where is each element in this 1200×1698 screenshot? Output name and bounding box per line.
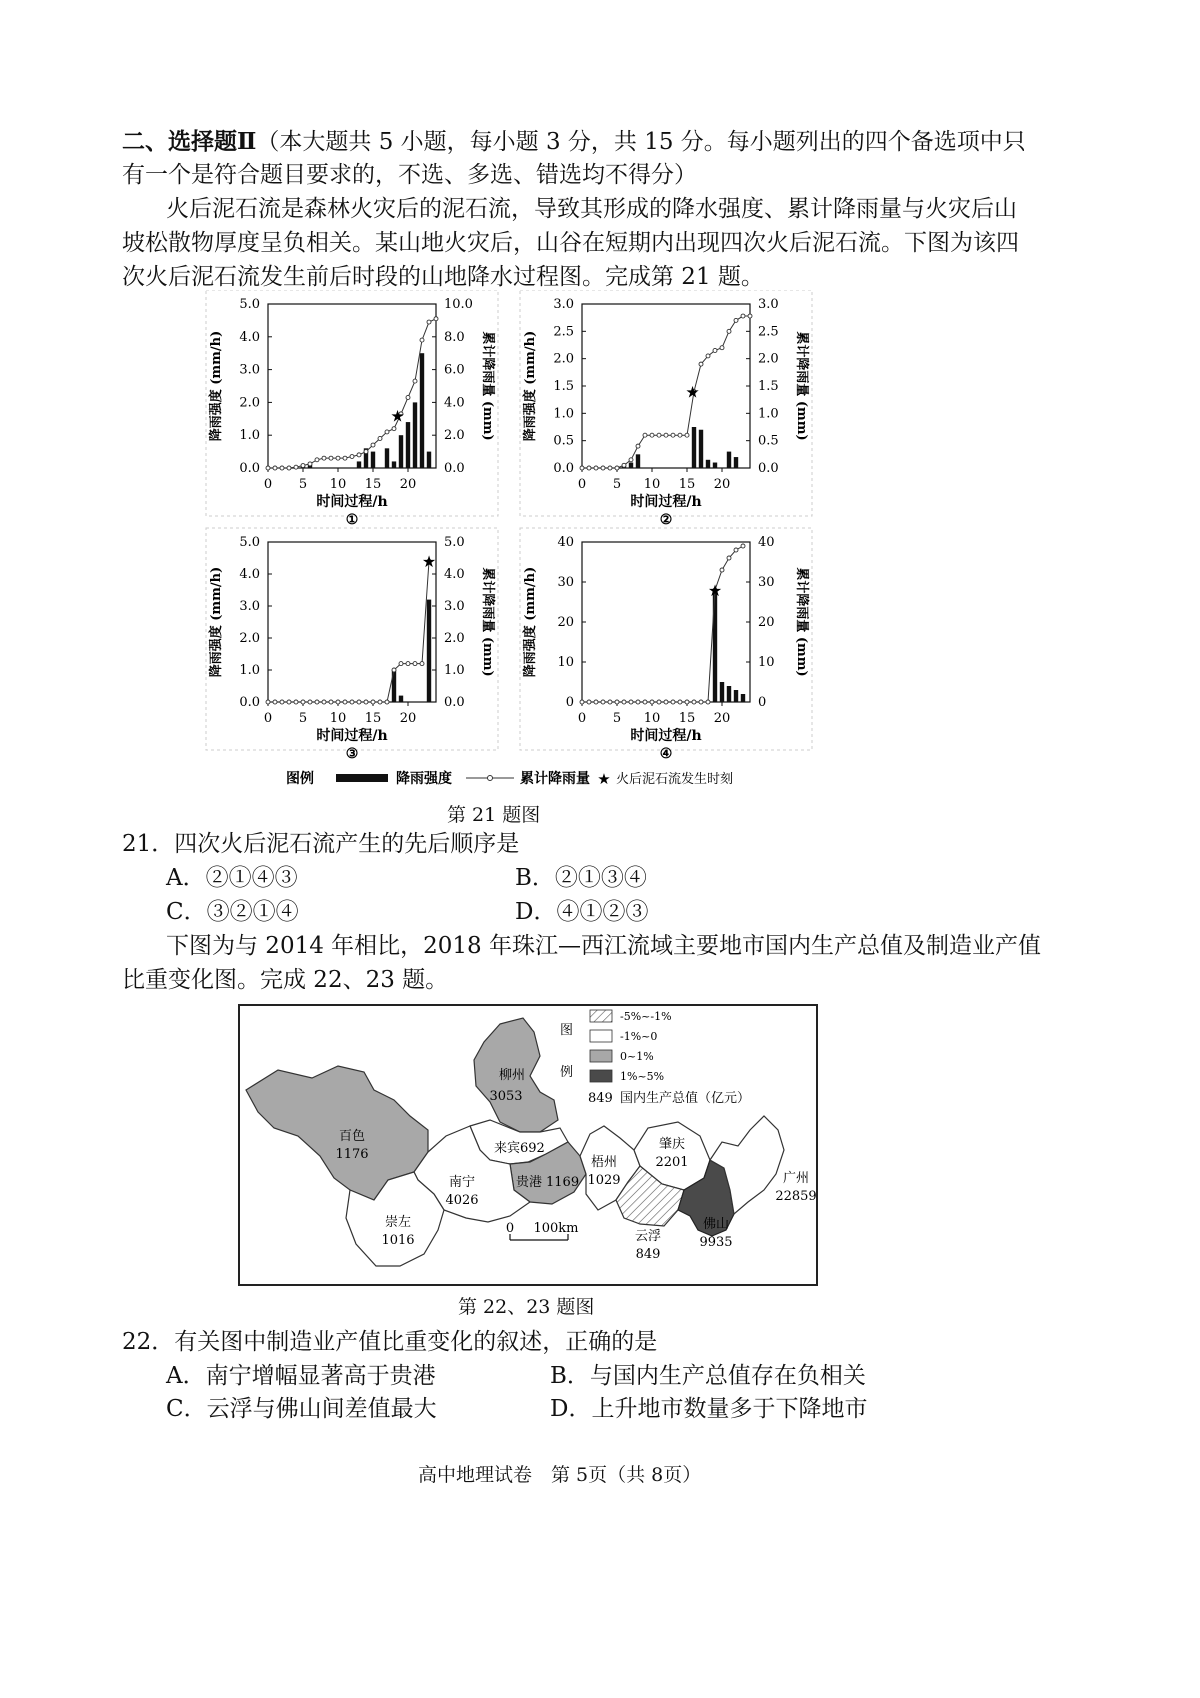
chart4-left-tick-label: 40 <box>557 535 574 550</box>
chart1-right-tick-label: 8.0 <box>444 329 465 345</box>
passage1-line3: 次火后泥石流发生前后时段的山地降水过程图。完成第 21 题。 <box>122 264 764 290</box>
chart3-plot-frame <box>268 542 436 702</box>
chart3-cumulative-point <box>308 700 312 704</box>
chart3-cumulative-point <box>385 700 389 704</box>
chart3-left-tick-label: 4.0 <box>239 567 260 582</box>
chart3-intensity-bar <box>399 696 403 702</box>
section-heading: 二、选择题Ⅱ <box>122 128 257 155</box>
chart1-cumulative-point <box>301 464 305 468</box>
chart4-cumulative-point <box>727 556 731 560</box>
chart1-x-tick-label: 15 <box>364 477 382 492</box>
chart4-right-tick-label: 30 <box>758 575 775 590</box>
chart2-cumulative-point <box>643 433 647 437</box>
legend-swatch-gray <box>590 1050 612 1062</box>
chart1-cumulative-point <box>378 436 382 440</box>
chart1-cumulative-point <box>385 430 389 434</box>
chart1-intensity-bar <box>413 402 417 468</box>
q21-stem: 21．四次火后泥石流产生的先后顺序是 <box>122 831 520 857</box>
chart1-cumulative-point <box>427 320 431 324</box>
chart1-intensity-bar <box>427 452 431 468</box>
chart4-cumulative-point <box>643 700 647 704</box>
q22-option-a[interactable]: A．南宁增幅显著高于贵港 <box>166 1363 436 1389</box>
chart1-cumulative-point <box>413 379 417 383</box>
chart2-cumulative-point <box>706 354 710 358</box>
city-name-chongzuo: 崇左 <box>384 1215 412 1230</box>
chart1-left-tick-label: 5.0 <box>239 297 260 312</box>
chart3-left-tick-label: 0.0 <box>239 695 260 710</box>
chart3-cumulative-point <box>371 700 375 704</box>
passage2-line2: 比重变化图。完成 22、23 题。 <box>122 967 449 993</box>
chart4-cumulative-point <box>741 544 745 548</box>
chart1-x-axis-label: 时间过程/h <box>316 494 388 510</box>
chart1-cumulative-point <box>357 453 361 457</box>
chart1-cumulative-point <box>406 395 410 399</box>
legend-item-4: 1%~5% <box>620 1070 665 1083</box>
chart1-intensity-bar <box>399 435 403 468</box>
chart2-x-tick-label: 5 <box>612 477 622 492</box>
chart2-x-tick-label: 15 <box>678 477 696 492</box>
city-gdp-yunfu: 849 <box>635 1247 661 1262</box>
chart3-panel-number: ③ <box>345 746 359 762</box>
chart1-intensity-bar <box>371 452 375 468</box>
scale-zero: 0 <box>505 1221 515 1236</box>
chart2-left-tick-label: 0.0 <box>553 461 574 476</box>
chart4-x-tick-label: 0 <box>577 711 587 726</box>
chart2-cumulative-point <box>622 463 626 467</box>
chart2-intensity-bar <box>706 460 710 468</box>
chart3-x-tick-label: 15 <box>364 711 382 726</box>
chart2-cumulative-point <box>727 329 731 333</box>
chart4-cumulative-point <box>650 700 654 704</box>
chart2-intensity-bar <box>629 463 633 468</box>
city-name-baise: 百色 <box>338 1129 366 1144</box>
chart2-right-tick-label: 1.5 <box>758 379 779 394</box>
chart3-x-tick-label: 0 <box>263 711 273 726</box>
chart3-cumulative-point <box>350 700 354 704</box>
chart2-right-tick-label: 0.0 <box>758 461 779 476</box>
chart4-intensity-bar <box>734 690 738 702</box>
chart3-left-tick-label: 1.0 <box>239 663 260 678</box>
section-heading-line1 <box>122 126 1026 158</box>
chart3-x-tick-label: 20 <box>399 711 417 726</box>
chart4-cumulative-point <box>664 700 668 704</box>
chart1-cumulative-point <box>420 338 424 342</box>
chart3-left-tick-label: 5.0 <box>239 535 260 550</box>
city-gdp-guangzhou: 22859 <box>775 1189 817 1204</box>
chart4-right-tick-label: 0 <box>758 695 767 710</box>
chart2-intensity-bar <box>713 463 717 468</box>
city-gdp-baise: 1176 <box>335 1147 369 1162</box>
chart1-intensity-bar <box>392 461 396 468</box>
chart1-cumulative-point <box>315 458 319 462</box>
chart2-cumulative-point <box>748 314 752 318</box>
chart2-cumulative-point <box>741 314 745 318</box>
q22-option-b[interactable]: B．与国内生产总值存在负相关 <box>550 1363 866 1389</box>
pearl-xijiang-map <box>238 1004 818 1286</box>
chart3-cumulative-point <box>287 700 291 704</box>
chart2-left-tick-label: 0.5 <box>553 433 574 449</box>
chart4-right-tick-label: 10 <box>758 655 775 670</box>
chart2-cumulative-point <box>594 466 598 470</box>
chart3-cumulative-point <box>329 700 333 704</box>
chart2-cumulative-point <box>601 466 605 470</box>
chart4-left-tick-label: 0 <box>565 695 574 710</box>
chart2-cumulative-point <box>608 466 612 470</box>
chart4-x-axis-label: 时间过程/h <box>630 728 702 744</box>
chart3-x-tick-label: 10 <box>329 711 347 726</box>
chart4-cumulative-point <box>622 700 626 704</box>
chart1-left-tick-label: 4.0 <box>239 329 260 345</box>
chart4-x-tick-label: 10 <box>643 711 661 726</box>
chart2-debris-flow-star: ★ <box>685 382 700 402</box>
chart2-intensity-bar <box>692 427 696 468</box>
fig21-legend-title: 图例 <box>286 771 314 787</box>
chart1-cumulative-point <box>343 456 347 460</box>
chart4-debris-flow-star: ★ <box>707 581 723 600</box>
chart1-right-tick-label: 2.0 <box>444 428 465 444</box>
chart2-cumulative-point <box>657 433 661 437</box>
q21-option-a[interactable]: A．②①④③ <box>166 865 298 891</box>
chart1-x-tick-label: 5 <box>298 477 308 492</box>
city-name-yunfu: 云浮 <box>634 1229 662 1244</box>
chart3-right-axis-label: 累计降雨量 (mm) <box>480 567 495 677</box>
chart2-x-tick-label: 0 <box>577 477 587 492</box>
legend-item-1: -5%~-1% <box>620 1010 672 1023</box>
chart4-x-tick-label: 20 <box>713 711 731 726</box>
chart1-cumulative-point <box>287 466 291 470</box>
page-footer: 高中地理试卷 第 5页（共 8页） <box>418 1464 702 1486</box>
chart4-left-axis-label: 降雨强度 (mm/h) <box>523 566 538 678</box>
chart1-right-tick-label: 6.0 <box>444 362 465 378</box>
figure22-caption: 第 22、23 题图 <box>458 1296 595 1318</box>
chart2-cumulative-point <box>671 433 675 437</box>
chart1-cumulative-point <box>308 462 312 466</box>
city-name-nanning: 南宁 <box>448 1175 476 1190</box>
chart3-cumulative-point <box>315 700 319 704</box>
q22-option-c[interactable]: C．云浮与佛山间差值最大 <box>166 1396 437 1422</box>
chart2-x-axis-label: 时间过程/h <box>630 494 702 510</box>
chart1-right-tick-label: 4.0 <box>444 395 465 411</box>
chart1-intensity-bar <box>357 461 361 468</box>
passage1-line2: 坡松散物厚度呈负相关。某山地火灾后，山谷在短期内出现四次火后泥石流。下图为该四 <box>122 230 1019 256</box>
chart1-right-tick-label: 0.0 <box>444 461 465 476</box>
chart2-right-tick-label: 1.0 <box>758 406 779 422</box>
fig21-legend-star-icon: ★ <box>597 770 611 788</box>
chart1-intensity-bar <box>406 422 410 468</box>
chart1-x-tick-label: 0 <box>263 477 273 492</box>
chart1-x-tick-label: 10 <box>329 477 347 492</box>
legend-swatch-white <box>590 1030 612 1042</box>
chart1-cumulative-point <box>294 465 298 469</box>
chart4-cumulative-point <box>657 700 661 704</box>
chart3-right-tick-label: 0.0 <box>444 695 465 710</box>
chart2-right-tick-label: 2.0 <box>758 351 779 367</box>
q21-option-c[interactable]: C．③②①④ <box>166 899 299 925</box>
chart3-cumulative-point <box>273 700 277 704</box>
legend-item-3: 0~1% <box>620 1050 654 1063</box>
chart3-intensity-bar <box>427 600 431 702</box>
city-gdp-wuzhou: 1029 <box>587 1173 621 1188</box>
chart2-cumulative-point <box>615 466 619 470</box>
chart3-right-tick-label: 5.0 <box>444 535 465 550</box>
chart3-right-tick-label: 4.0 <box>444 567 465 582</box>
chart4-cumulative-point <box>594 700 598 704</box>
fig21-legend-bar-swatch <box>336 774 388 782</box>
chart4-left-tick-label: 10 <box>557 655 574 670</box>
q22-option-d[interactable]: D．上升地市数量多于下降地市 <box>550 1396 868 1422</box>
city-name-liuzhou: 柳州 <box>498 1068 526 1083</box>
legend-swatch-dark <box>590 1070 612 1082</box>
chart2-right-axis-label: 累计降雨量 (mm) <box>794 331 809 441</box>
chart2-cumulative-point <box>629 458 633 462</box>
city-guigang <box>516 1174 579 1190</box>
chart2-cumulative-point <box>678 433 682 437</box>
chart1-intensity-bar <box>420 353 424 468</box>
chart1-left-tick-label: 1.0 <box>239 428 260 444</box>
chart4-cumulative-point <box>580 700 584 704</box>
city-name-guigang: 贵港 <box>516 1175 543 1190</box>
fig21-legend-line-marker <box>488 776 493 781</box>
chart4-cumulative-point <box>720 568 724 572</box>
chart4-cumulative-point <box>706 700 710 704</box>
chart2-cumulative-point <box>650 433 654 437</box>
chart2-left-tick-label: 2.5 <box>553 324 574 340</box>
chart2-cumulative-point <box>636 444 640 448</box>
chart3-left-axis-label: 降雨强度 (mm/h) <box>209 566 224 678</box>
legend-item-2: -1%~0 <box>620 1030 658 1043</box>
chart3-right-tick-label: 1.0 <box>444 663 465 678</box>
fig21-legend-line-label: 累计降雨量 <box>520 771 590 787</box>
chart2-left-tick-label: 2.0 <box>553 351 574 367</box>
chart1-right-tick-label: 10.0 <box>444 297 473 312</box>
chart4-x-tick-label: 5 <box>612 711 622 726</box>
fig21-legend-bar-label: 降雨强度 <box>396 771 452 787</box>
city-gdp-foshan: 9935 <box>699 1235 733 1250</box>
chart4-cumulative-point <box>587 700 591 704</box>
chart4-cumulative-point <box>734 548 738 552</box>
city-name-laibin: 来宾 <box>494 1141 521 1156</box>
chart1-right-axis-label: 累计降雨量 (mm) <box>480 331 495 441</box>
legend-gdp-sample: 849 <box>588 1091 613 1106</box>
chart2-cumulative-point <box>580 466 584 470</box>
chart1-left-tick-label: 0.0 <box>239 461 260 476</box>
chart2-right-tick-label: 3.0 <box>758 297 779 312</box>
legend-swatch-hatch <box>590 1010 612 1022</box>
chart1-cumulative-point <box>371 443 375 447</box>
chart4-cumulative-point <box>615 700 619 704</box>
section-instruction-1: （本大题共 5 小题，每小题 3 分，共 15 分。每小题列出的四个备选项中只 <box>256 129 1026 155</box>
city-name-guangzhou: 广州 <box>782 1171 810 1186</box>
city-gdp-laibin: 692 <box>520 1141 545 1156</box>
chart2-left-tick-label: 3.0 <box>553 297 574 312</box>
chart2-intensity-bar <box>636 454 640 468</box>
chart3-cumulative-point <box>322 700 326 704</box>
city-gdp-liuzhou: 3053 <box>489 1089 523 1104</box>
chart2-cumulative-point <box>734 318 738 322</box>
chart3-cumulative-point <box>378 700 382 704</box>
q21-option-b[interactable]: B．②①③④ <box>515 865 647 891</box>
chart4-cumulative-point <box>629 700 633 704</box>
legend-gdp-label: 国内生产总值（亿元） <box>620 1091 751 1106</box>
chart4-cumulative-point <box>636 700 640 704</box>
chart3-cumulative-point <box>266 700 270 704</box>
chart2-left-axis-label: 降雨强度 (mm/h) <box>523 330 538 442</box>
chart1-cumulative-point <box>392 427 396 431</box>
chart3-cumulative-point <box>336 700 340 704</box>
chart4-left-tick-label: 20 <box>557 615 574 630</box>
chart4-left-tick-label: 30 <box>557 575 574 590</box>
chart4-cumulative-point <box>699 700 703 704</box>
chart2-intensity-bar <box>727 452 731 468</box>
chart3-cumulative-point <box>413 662 417 666</box>
chart3-right-tick-label: 3.0 <box>444 599 465 614</box>
chart3-cumulative-point <box>301 700 305 704</box>
chart4-cumulative-point <box>685 700 689 704</box>
city-gdp-chongzuo: 1016 <box>381 1233 415 1248</box>
chart4-cumulative-point <box>601 700 605 704</box>
passage2-line1: 下图为与 2014 年相比，2018 年珠江—西江流域主要地市国内生产总值及制造业产值 <box>166 933 1041 959</box>
city-gdp-nanning: 4026 <box>445 1193 479 1208</box>
chart3-right-tick-label: 2.0 <box>444 631 465 646</box>
chart1-cumulative-point <box>336 456 340 460</box>
chart3-cumulative-point <box>357 700 361 704</box>
chart3-cumulative-point <box>364 700 368 704</box>
chart1-cumulative-point <box>280 466 284 470</box>
chart3-cumulative-point <box>399 662 403 666</box>
chart3-cumulative-point <box>343 700 347 704</box>
chart2-cumulative-point <box>587 466 591 470</box>
q22-stem: 22．有关图中制造业产值比重变化的叙述，正确的是 <box>122 1329 658 1355</box>
chart1-left-tick-label: 3.0 <box>239 362 260 378</box>
chart2-x-tick-label: 10 <box>643 477 661 492</box>
chart3-cumulative-point <box>420 662 424 666</box>
chart1-left-tick-label: 2.0 <box>239 395 260 411</box>
chart1-cumulative-point <box>273 466 277 470</box>
chart4-right-tick-label: 40 <box>758 535 775 550</box>
chart2-right-tick-label: 0.5 <box>758 433 779 449</box>
chart3-cumulative-point <box>406 662 410 666</box>
city-laibin <box>494 1140 545 1156</box>
chart1-cumulative-point <box>350 455 354 459</box>
chart4-right-tick-label: 20 <box>758 615 775 630</box>
chart4-cumulative-point <box>608 700 612 704</box>
chart4-intensity-bar <box>741 694 745 702</box>
chart3-x-axis-label: 时间过程/h <box>316 728 388 744</box>
chart2-cumulative-point <box>720 346 724 350</box>
city-gdp-zhaoqing: 2201 <box>655 1155 689 1170</box>
chart1-left-axis-label: 降雨强度 (mm/h) <box>209 330 224 442</box>
chart1-debris-flow-star: ★ <box>390 406 405 426</box>
figure-21 <box>0 290 1200 830</box>
chart2-left-tick-label: 1.0 <box>553 406 574 422</box>
chart2-cumulative-point <box>685 433 689 437</box>
map-legend-title-1: 图 <box>560 1023 574 1038</box>
chart4-cumulative-point <box>671 700 675 704</box>
chart2-cumulative-point <box>664 433 668 437</box>
chart4-intensity-bar <box>720 682 724 702</box>
scale-label: 100km <box>533 1221 579 1236</box>
chart2-plot-frame <box>582 304 750 468</box>
chart1-cumulative-point <box>322 456 326 460</box>
chart2-left-tick-label: 1.5 <box>553 379 574 394</box>
chart3-cumulative-point <box>280 700 284 704</box>
chart3-debris-flow-star: ★ <box>421 552 437 572</box>
chart1-plot-frame <box>268 304 436 468</box>
chart2-intensity-bar <box>699 430 703 468</box>
city-name-foshan: 佛山 <box>702 1217 730 1232</box>
chart4-intensity-bar <box>727 686 731 702</box>
chart1-x-tick-label: 20 <box>399 477 417 492</box>
chart3-x-tick-label: 5 <box>298 711 308 726</box>
chart4-x-tick-label: 15 <box>678 711 696 726</box>
chart1-cumulative-point <box>329 456 333 460</box>
city-name-wuzhou: 梧州 <box>590 1155 618 1170</box>
fig21-legend-star-label: 火后泥石流发生时刻 <box>616 772 734 787</box>
chart2-panel-number: ② <box>659 512 673 528</box>
chart1-panel-number: ① <box>345 512 359 528</box>
chart3-left-tick-label: 2.0 <box>239 631 260 646</box>
chart1-intensity-bar <box>385 448 389 468</box>
chart1-cumulative-point <box>266 466 270 470</box>
chart2-cumulative-point <box>713 348 717 352</box>
chart3-cumulative-point <box>392 668 396 672</box>
city-name-zhaoqing: 肇庆 <box>658 1137 686 1152</box>
chart4-cumulative-point <box>678 700 682 704</box>
chart2-right-tick-label: 2.5 <box>758 324 779 340</box>
chart2-x-tick-label: 20 <box>713 477 731 492</box>
chart4-cumulative-point <box>692 700 696 704</box>
passage1-line1: 火后泥石流是森林火灾后的泥石流，导致其形成的降水强度、累计降雨量与火灾后山 <box>166 196 1017 222</box>
city-gdp-guigang: 1169 <box>546 1175 580 1190</box>
chart3-left-tick-label: 3.0 <box>239 599 260 614</box>
chart3-cumulative-point <box>294 700 298 704</box>
chart4-right-axis-label: 累计降雨量 (mm) <box>794 567 809 677</box>
q21-option-d[interactable]: D．④①②③ <box>515 899 649 925</box>
figure21-caption: 第 21 题图 <box>447 804 541 826</box>
chart2-cumulative-point <box>699 362 703 366</box>
chart2-intensity-bar <box>734 457 738 468</box>
section-instruction-2: 有一个是符合题目要求的，不选、多选、错选均不得分） <box>122 162 697 188</box>
chart1-cumulative-point <box>364 450 368 454</box>
chart1-cumulative-point <box>434 317 438 321</box>
chart4-panel-number: ④ <box>659 746 673 762</box>
map-legend-title-2: 例 <box>560 1065 574 1080</box>
